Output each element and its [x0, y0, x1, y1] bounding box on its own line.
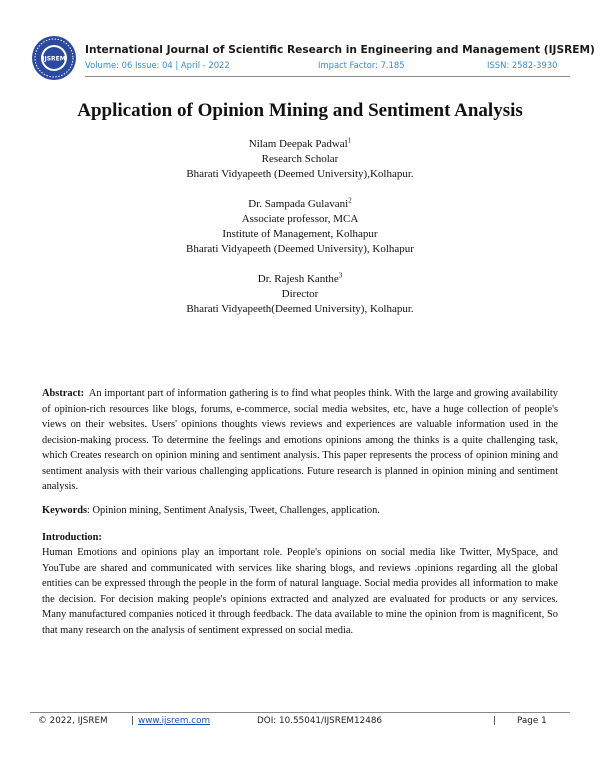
author-2: [0, 197, 600, 257]
volume-info: Volume: 06 Issue: 04 | April - 2022: [85, 60, 230, 70]
impact-factor: Impact Factor: 7.185: [318, 60, 405, 70]
issn: ISSN: 2582-3930: [487, 60, 558, 70]
footer-website-link[interactable]: www.ijsrem.com: [138, 716, 211, 726]
keywords: [42, 503, 558, 519]
header-divider: [85, 76, 570, 77]
logo-text: IJSREM: [42, 55, 66, 63]
introduction-text: Human Emotions and opinions play an important role. People's opinions on social media like Twitter, MySpace, and YouTube are shared and communicated with services like sharing blogs, and reviews .opinions regarding all the global entities can be expressed through the people in the form of natural language. Social media provides all information to make the decision. For decision making people's opinions extracted and analyzed are evaluated for products or any services. Many manufactured companies noticed it through feedback. The data available to mine the opinion from is magnificent, So that many research on the analysis of sentiment expressed on social media.: [42, 547, 558, 636]
author-affiliation: Bharati Vidyapeeth (Deemed University), Kolhapur: [186, 243, 414, 255]
abstract-label: Abstract:: [42, 388, 85, 399]
author-1: [0, 137, 600, 182]
author-name: Dr. Rajesh Kanthe$^3$: [257, 271, 343, 285]
page-footer: [38, 716, 558, 730]
abstract-text: An important part of information gathering is to find what peoples think. With the large and growing availability of opinion-rich resources like blogs, forums, e-commerce, social media websites, etc, have a huge collection of people's views on their websites. Users' opinions thoughts views reviews and experiences are valuable information used in the decision-making process. To determine the feelings and emotions opinions among the thinks is a quite challenging task, which Creates research on opinion mining and sentiment analysis. This paper represents the process of opinion mining and sentiment analysis with their various challenging applications. Future research is planned in opinion mining and sentiment analysis.: [42, 388, 558, 492]
author-3: [0, 272, 600, 317]
journal-name: International Journal of Scientific Research in Engineering and Management (IJSREM): [85, 44, 595, 56]
journal-meta: [85, 60, 570, 72]
paper-title: Application of Opinion Mining and Sentiment Analysis: [77, 100, 523, 121]
footer-separator: |: [493, 716, 496, 726]
author-affiliation: Director: [281, 288, 319, 300]
journal-header: [30, 34, 595, 82]
author-affiliation: Institute of Management, Kolhapur: [222, 228, 378, 240]
keywords-label: Keywords: [42, 505, 88, 516]
footer-doi: DOI: 10.55041/IJSREM12486: [257, 716, 383, 726]
author-affiliation: Bharati Vidyapeeth(Deemed University), Kolhapur.: [186, 303, 414, 315]
author-name: Dr. Sampada Gulavani$^2$: [248, 196, 352, 210]
ijsrem-logo-icon: [30, 34, 78, 82]
author-list: [0, 137, 600, 332]
footer-copyright: © 2022, IJSREM: [38, 716, 108, 726]
keywords-text: : Opinion mining, Sentiment Analysis, Tweet, Challenges, application.: [87, 505, 380, 516]
author-name: Nilam Deepak Padwal$^1$: [248, 136, 352, 150]
abstract: [42, 386, 558, 495]
author-affiliation: Research Scholar: [261, 153, 339, 165]
author-affiliation: Associate professor, MCA: [241, 213, 359, 225]
page-number: Page 1: [517, 716, 547, 726]
introduction-heading: Introduction:: [42, 532, 102, 543]
footer-divider: [30, 712, 570, 713]
author-affiliation: Bharati Vidyapeeth (Deemed University),Kolhapur.: [186, 168, 414, 180]
footer-separator: |: [131, 716, 134, 726]
